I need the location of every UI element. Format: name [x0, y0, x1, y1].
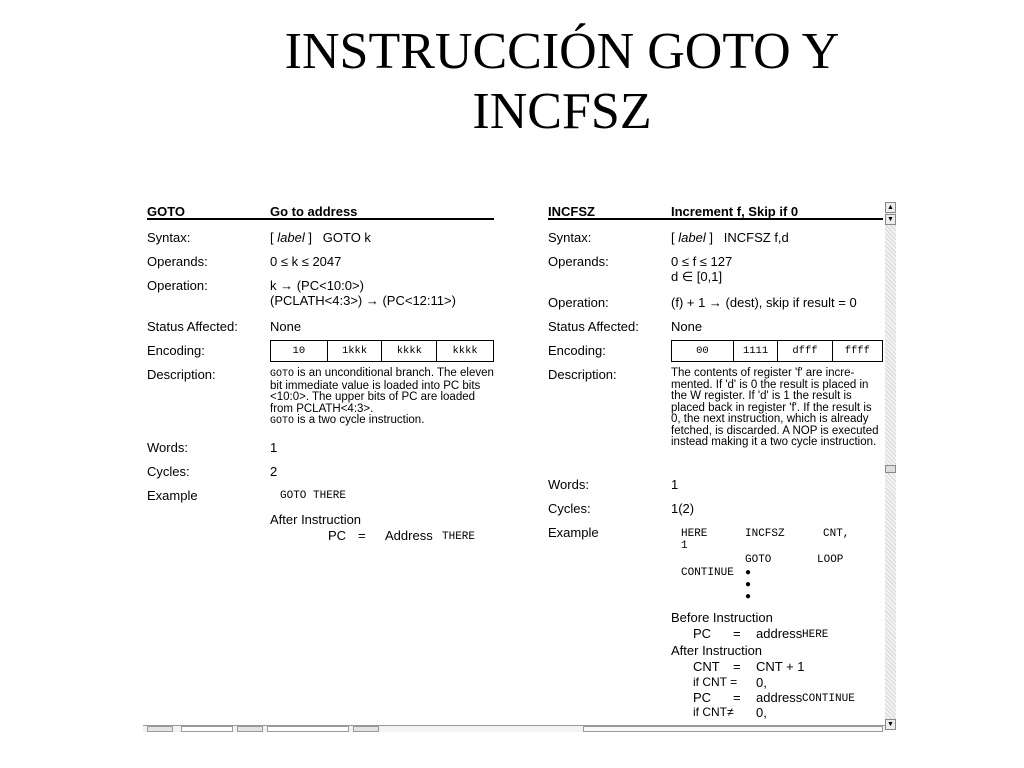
goto-status-value: None — [270, 319, 302, 334]
incfsz-if-cnt-eq: if CNT = — [693, 675, 738, 689]
incfsz-after-cnt-value: CNT + 1 — [756, 659, 805, 674]
incfsz-before-address: address — [756, 626, 803, 641]
incfsz-before-label: Before Instruction — [671, 610, 773, 625]
incfsz-encoding-cell: 1111 — [733, 341, 778, 362]
incfsz-if-cnt-ne: if CNT≠ — [693, 705, 734, 719]
incfsz-words-value: 1 — [671, 477, 679, 492]
incfsz-syntax-value: [ label ] INCFSZ f,d — [671, 230, 789, 245]
goto-pc-label: PC — [328, 528, 347, 543]
goto-desc-text1: is an unconditional branch. The eleven bit immediate value is loaded into PC bits <10:0>. The upper bits of PC are loaded from PCLATH<4:3>. — [270, 367, 494, 415]
goto-desc-code2: GOTO — [270, 416, 295, 427]
incfsz-code-goto: GOTO — [745, 554, 772, 566]
incfsz-description-row — [548, 367, 883, 477]
incfsz-after-cnt-label: CNT — [693, 659, 720, 674]
incfsz-zero-comma2: 0, — [756, 705, 767, 720]
bullet-dot: ● — [745, 591, 752, 602]
incfsz-encoding-cell: ffff — [832, 341, 882, 362]
incfsz-syntax-row — [548, 230, 883, 254]
slide-title-line2: INCFSZ — [472, 83, 652, 140]
incfsz-operands-label: Operands: — [548, 254, 609, 269]
bullet-dot: ● — [745, 579, 752, 590]
goto-column — [147, 196, 494, 548]
goto-mnemonic: GOTO — [147, 204, 186, 219]
goto-syntax-text: GOTO k — [322, 230, 371, 245]
incfsz-zero-comma: 0, — [756, 675, 767, 690]
page-number-field[interactable] — [181, 726, 233, 732]
view-options-icon[interactable] — [353, 726, 379, 732]
incfsz-before-pc-label: PC — [693, 626, 712, 641]
goto-cycles-value: 2 — [270, 464, 278, 479]
incfsz-cycles-value: 1(2) — [671, 501, 695, 516]
goto-status-label: Status Affected: — [147, 319, 238, 334]
goto-description-row — [147, 367, 494, 440]
incfsz-cycles-row — [548, 501, 883, 525]
incfsz-before-here-code: HERE — [802, 629, 829, 641]
incfsz-column — [548, 196, 883, 720]
slide-title-line1: INSTRUCCIÓN GOTO Y — [284, 23, 840, 80]
scroll-down-icon[interactable]: ▼ — [885, 719, 896, 730]
goto-encoding-label: Encoding: — [147, 343, 205, 358]
goto-encoding-cell: 1kkk — [327, 341, 382, 362]
goto-example-row — [147, 488, 494, 548]
page-nav-first-icon[interactable] — [147, 726, 173, 732]
incfsz-words-label: Words: — [548, 477, 589, 492]
incfsz-example-label: Example — [548, 525, 599, 540]
goto-description-text — [270, 368, 494, 428]
incfsz-operands-row — [548, 254, 883, 295]
incfsz-encoding-cell: 00 — [672, 341, 734, 362]
incfsz-description-text: The contents of register 'f' are incre-mented. If 'd' is 0 the result is placed in the W register. If 'd' is 1 the result is placed back in register 'f'. If the result is 0, the next instruction, which is already fetched, is discarded. A NOP is executed instead making it a two cycle instruction. — [671, 367, 879, 448]
incfsz-code-loop: LOOP — [817, 554, 844, 566]
goto-after-label: After Instruction — [270, 512, 362, 527]
incfsz-title: Increment f, Skip if 0 — [671, 204, 799, 219]
bullet-dot: ● — [745, 567, 752, 578]
incfsz-example-row — [548, 525, 883, 720]
incfsz-after-cnt-eq: = — [733, 659, 741, 674]
incfsz-status-value: None — [671, 319, 703, 334]
incfsz-syntax-text: INCFSZ f,d — [723, 230, 789, 245]
scroll-up-icon[interactable]: ▲ — [885, 202, 896, 213]
incfsz-code-one: 1 — [681, 540, 688, 552]
goto-words-row — [147, 440, 494, 464]
incfsz-header — [548, 196, 883, 220]
goto-operands-value: 0 ≤ k ≤ 2047 — [270, 254, 342, 269]
incfsz-code-cnt: CNT, — [823, 528, 850, 540]
horizontal-scroll-track[interactable] — [583, 726, 883, 732]
incfsz-operation-value: (f) + 1 → (dest), skip if result = 0 — [671, 295, 857, 310]
incfsz-syntax-label-ital: label — [678, 230, 706, 245]
goto-operands-label: Operands: — [147, 254, 208, 269]
incfsz-code-incfsz: INCFSZ — [745, 528, 785, 540]
incfsz-code-continue: CONTINUE — [681, 567, 734, 579]
goto-words-value: 1 — [270, 440, 278, 455]
scroll-thumb[interactable] — [885, 465, 896, 473]
goto-pc-address-code: THERE — [442, 531, 476, 543]
incfsz-status-label: Status Affected: — [548, 319, 639, 334]
incfsz-after-continue-code: CONTINUE — [802, 693, 855, 705]
incfsz-encoding-row — [548, 343, 883, 367]
incfsz-code-here: HERE — [681, 528, 708, 540]
goto-encoding-cell: kkkk — [382, 341, 437, 362]
goto-pc-eq: = — [358, 528, 366, 543]
incfsz-description-label: Description: — [548, 367, 617, 382]
incfsz-after-pc-address: address — [756, 690, 803, 705]
goto-cycles-label: Cycles: — [147, 464, 190, 479]
goto-encoding-cell: 10 — [271, 341, 328, 362]
goto-operands-row — [147, 254, 494, 278]
goto-encoding-row — [147, 343, 494, 367]
incfsz-encoding-table — [671, 340, 883, 362]
goto-words-label: Words: — [147, 440, 188, 455]
goto-syntax-label: Syntax: — [147, 230, 191, 245]
slide-title — [200, 22, 924, 142]
goto-operation-row — [147, 278, 494, 319]
incfsz-mnemonic: INCFSZ — [548, 204, 595, 219]
incfsz-after-pc-eq: = — [733, 690, 741, 705]
goto-example-code: GOTO THERE — [280, 490, 347, 502]
goto-desc-code1: GOTO — [270, 369, 295, 380]
incfsz-syntax-label: Syntax: — [548, 230, 592, 245]
scroll-next-icon[interactable]: ▼ — [885, 214, 896, 225]
goto-encoding-cell: kkkk — [437, 341, 494, 362]
page-nav-last-icon[interactable] — [237, 726, 263, 732]
incfsz-encoding-label: Encoding: — [548, 343, 606, 358]
incfsz-encoding-cell: dfff — [778, 341, 832, 362]
goto-syntax-value: [ label ] GOTO k — [270, 230, 371, 245]
incfsz-operation-label: Operation: — [548, 295, 609, 310]
incfsz-operation-row — [548, 295, 883, 319]
goto-operation-line2: (PCLATH<4:3>) → (PC<12:11>) — [270, 293, 456, 308]
horizontal-scrollbar[interactable] — [143, 725, 885, 732]
incfsz-after-pc-label: PC — [693, 690, 712, 705]
incfsz-operands-line1: 0 ≤ f ≤ 127 — [671, 254, 733, 269]
document-viewer — [143, 196, 896, 732]
goto-header — [147, 196, 494, 220]
goto-cycles-row — [147, 464, 494, 488]
goto-encoding-table — [270, 340, 494, 362]
goto-example-label: Example — [147, 488, 198, 503]
incfsz-after-label: After Instruction — [671, 643, 763, 658]
vertical-scrollbar[interactable] — [885, 202, 896, 730]
page-size-field[interactable] — [267, 726, 349, 732]
goto-operation-line1: k → (PC<10:0>) — [270, 278, 364, 293]
goto-syntax-row — [147, 230, 494, 254]
incfsz-operands-value — [671, 254, 883, 284]
incfsz-operands-line2: d ∈ [0,1] — [671, 269, 723, 284]
goto-description-label: Description: — [147, 367, 216, 382]
goto-operation-label: Operation: — [147, 278, 208, 293]
goto-desc-text2: is a two cycle instruction. — [294, 414, 425, 426]
goto-title: Go to address — [270, 204, 358, 219]
goto-operation-value — [270, 278, 494, 308]
incfsz-cycles-label: Cycles: — [548, 501, 591, 516]
goto-syntax-label-ital: label — [277, 230, 305, 245]
goto-pc-address: Address — [385, 528, 433, 543]
incfsz-before-eq: = — [733, 626, 741, 641]
incfsz-words-row — [548, 477, 883, 501]
